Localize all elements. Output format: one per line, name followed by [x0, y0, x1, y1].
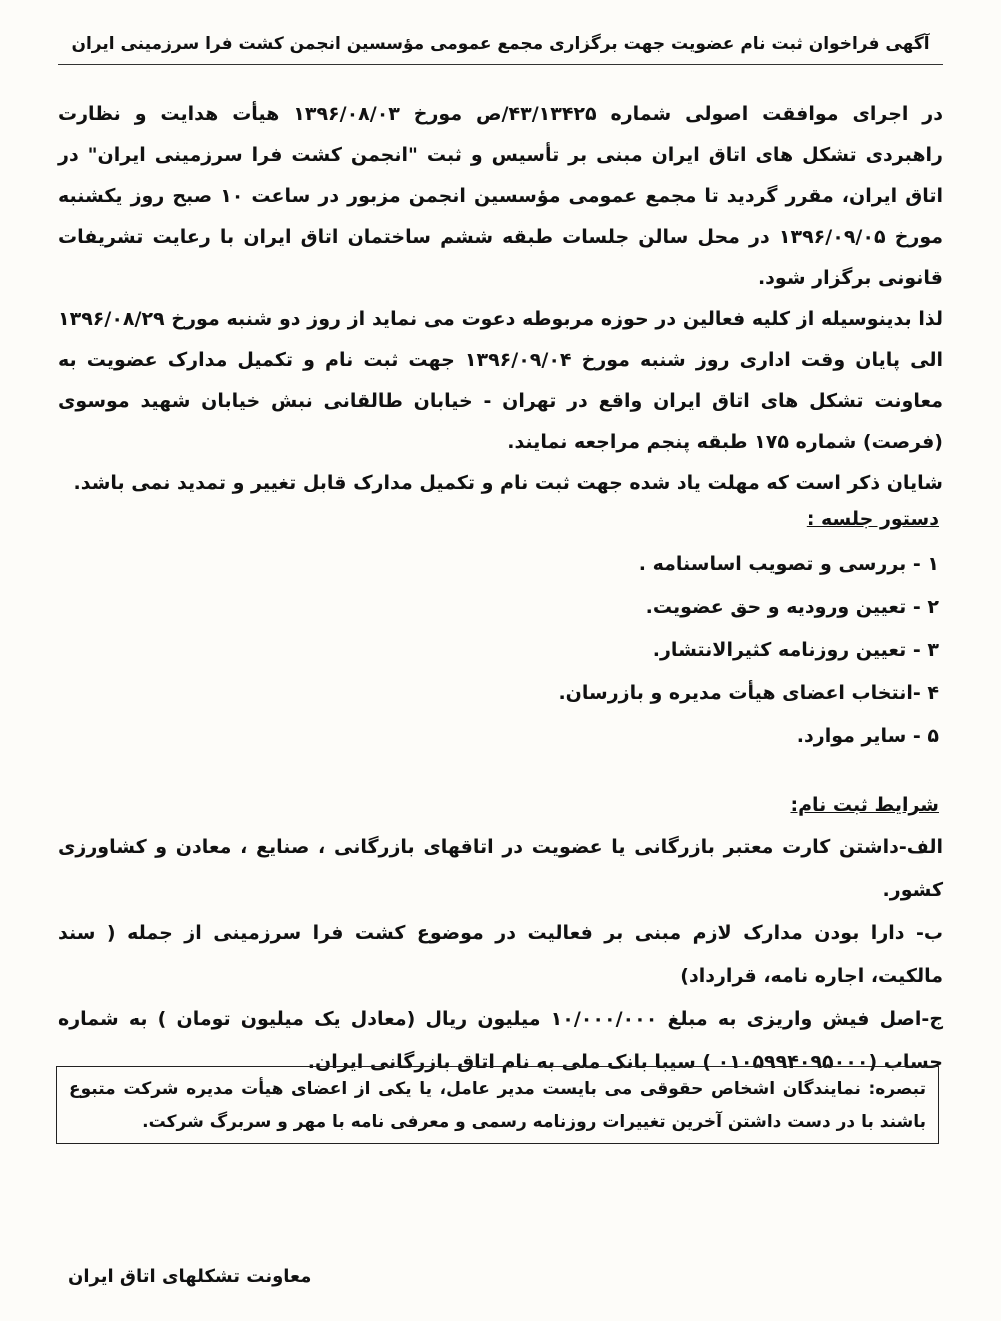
body-paragraph-1: در اجرای موافقت اصولی شماره ۴۳/۱۳۴۲۵/ص مورخ ۱۳۹۶/۰۸/۰۳ هیأت هدایت و نظارت راهبردی تشکل های اتاق ایران مبنی بر تأسیس و ثبت "انجمن کشت فرا سرزمینی ایران" در اتاق ایران، مقرر گردید تا مجمع عمومی مؤسسین انجمن مزبور در ساعت ۱۰ صبح روز یکشنبه مورخ ۱۳۹۶/۰۹/۰۵ در محل سالن جلسات طبقه ششم ساختمان اتاق ایران با رعایت تشریفات قانونی برگزار شود.: [58, 103, 943, 289]
note-box: تبصره: نمایندگان اشخاص حقوقی می بایست مدیر عامل، یا یکی از اعضای هیأت مدیره شرکت متبوع باشند با در دست داشتن آخرین تغییرات روزنامه رسمی و معرفی نامه با مهر و سربرگ شرکت.: [56, 1066, 939, 1144]
body-paragraph-2: لذا بدینوسیله از کلیه فعالین در حوزه مربوطه دعوت می نماید از روز دو شنبه مورخ ۱۳۹۶/۰۸/۲۹ الی پایان وقت اداری روز شنبه مورخ ۱۳۹۶/۰۹/۰۴ جهت ثبت نام و تکمیل مدارک عضویت به معاونت تشکل های اتاق ایران واقع در تهران - خیابان طالقانی نبش خیابان شهید موسوی (فرصت) شماره ۱۷۵ طبقه پنجم مراجعه نمایند.: [58, 308, 943, 453]
title-divider: [58, 64, 943, 65]
agenda-title: دستور جلسه :: [806, 508, 939, 530]
condition-item: ج-اصل فیش واریزی به مبلغ ۱۰/۰۰۰/۰۰۰ میلیون ریال (معادل یک میلیون تومان ) به شماره حساب (۰۱۰۵۹۹۴۰۹۵۰۰۰ ) سیبا بانک ملی به نام اتاق بازرگانی ایران.: [58, 1008, 944, 1073]
agenda-item: ۳ - تعیین روزنامه کثیرالانتشار.: [652, 639, 939, 661]
condition-item: الف-داشتن کارت معتبر بازرگانی یا عضویت در اتاقهای بازرگانی ، صنایع ، معادن و کشاورزی کشور.: [58, 836, 943, 901]
agenda-list: [558, 544, 939, 759]
conditions-title: شرایط ثبت نام:: [790, 794, 939, 816]
body-paragraph-3: شایان ذکر است که مهلت یاد شده جهت ثبت نام و تکمیل مدارک قابل تغییر و تمدید نمی باشد.: [73, 472, 943, 494]
document-title: آگهی فراخوان ثبت نام عضویت جهت برگزاری مجمع عمومی مؤسسین انجمن کشت فرا سرزمینی ایران: [71, 34, 930, 54]
body-text: [58, 94, 943, 504]
agenda-item: ۲ - تعیین ورودیه و حق عضویت.: [645, 596, 939, 618]
agenda-item: ۴ -انتخاب اعضای هیأت مدیره و بازرسان.: [558, 682, 939, 704]
agenda-item: ۱ - بررسی و تصویب اساسنامه .: [638, 553, 939, 575]
conditions-list: [58, 826, 943, 1084]
condition-item: ب- دارا بودن مدارک لازم مبنی بر فعالیت در موضوع کشت فرا سرزمینی از جمله ( سند مالکیت، اجاره نامه، قرارداد): [58, 922, 943, 987]
agenda-item: ۵ - سایر موارد.: [796, 725, 939, 747]
footer-signature: معاونت تشکلهای اتاق ایران: [68, 1266, 312, 1287]
